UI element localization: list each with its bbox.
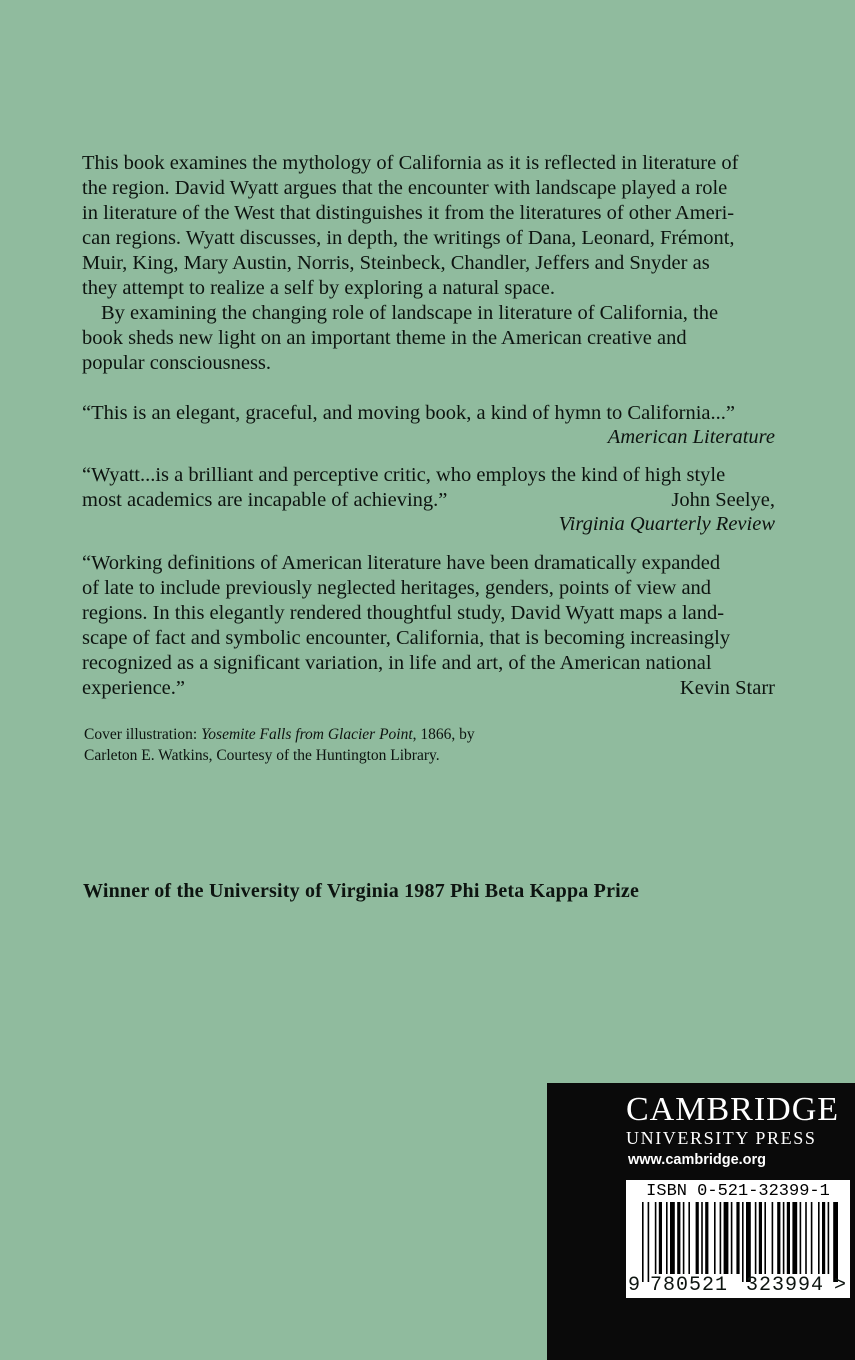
description-line: This book examines the mythology of California as it is reflected in literature of xyxy=(82,152,739,174)
credit-title: Yosemite Falls from Glacier Point xyxy=(201,726,413,743)
barcode-label xyxy=(626,1180,850,1298)
review-author: Kevin Starr xyxy=(679,677,775,699)
review-quote: recognized as a significant variation, in life and art, of the American national xyxy=(82,652,712,674)
review-quote: “Wyatt...is a brilliant and perceptive critic, who employs the kind of high style xyxy=(82,464,726,486)
credit-suffix: , 1866, by xyxy=(412,726,475,743)
description-line: By examining the changing role of landscape in literature of California, the xyxy=(101,302,719,324)
review-quote: regions. In this elegantly rendered thoughtful study, David Wyatt maps a land- xyxy=(82,602,725,624)
credit-line-2: Carleton E. Watkins, Courtesy of the Huntington Library. xyxy=(84,747,440,764)
ean-digits-right: 323994 xyxy=(746,1274,825,1297)
review-quote: experience.” xyxy=(82,677,185,699)
review-author: John Seelye, xyxy=(671,489,775,511)
review-quote: of late to include previously neglected heritages, genders, points of view and xyxy=(82,577,712,599)
ean-quiet-zone-marker: > xyxy=(834,1274,847,1297)
description-line: popular consciousness. xyxy=(82,352,272,374)
description-line: can regions. Wyatt discusses, in depth, the writings of Dana, Leonard, Frémont, xyxy=(82,227,735,249)
description-line: Muir, King, Mary Austin, Norris, Steinbeck, Chandler, Jeffers and Snyder as xyxy=(82,252,710,274)
prize-statement: Winner of the University of Virginia 1987 Phi Beta Kappa Prize xyxy=(83,880,640,902)
review-quote: scape of fact and symbolic encounter, California, that is becoming increasingly xyxy=(82,627,731,649)
ean-digits-left: 780521 xyxy=(650,1274,729,1297)
publisher-subname: UNIVERSITY PRESS xyxy=(626,1128,817,1148)
review-quote: “Working definitions of American literature have been dramatically expanded xyxy=(82,552,721,574)
credit-line-1 xyxy=(84,724,475,745)
description-line: they attempt to realize a self by exploring a natural space. xyxy=(82,277,556,299)
publisher-block xyxy=(547,1083,855,1360)
ean-digit-lead: 9 xyxy=(628,1274,641,1297)
publisher-url: www.cambridge.org xyxy=(628,1152,767,1168)
review-quote: most academics are incapable of achieving.” xyxy=(82,489,448,511)
isbn-number: ISBN 0-521-32399-1 xyxy=(646,1182,830,1201)
review-source: Virginia Quarterly Review xyxy=(558,513,775,535)
description-line: the region. David Wyatt argues that the encounter with landscape played a role xyxy=(82,177,728,199)
publisher-name: CAMBRIDGE xyxy=(626,1091,840,1128)
credit-prefix: Cover illustration: xyxy=(84,726,202,743)
description-line: in literature of the West that distinguishes it from the literatures of other Ameri- xyxy=(82,202,735,224)
description-line: book sheds new light on an important theme in the American creative and xyxy=(82,327,687,349)
ean-digits xyxy=(626,1275,850,1297)
review-quote: “This is an elegant, graceful, and moving book, a kind of hymn to California...” xyxy=(82,402,735,424)
review-source: American Literature xyxy=(607,426,775,448)
